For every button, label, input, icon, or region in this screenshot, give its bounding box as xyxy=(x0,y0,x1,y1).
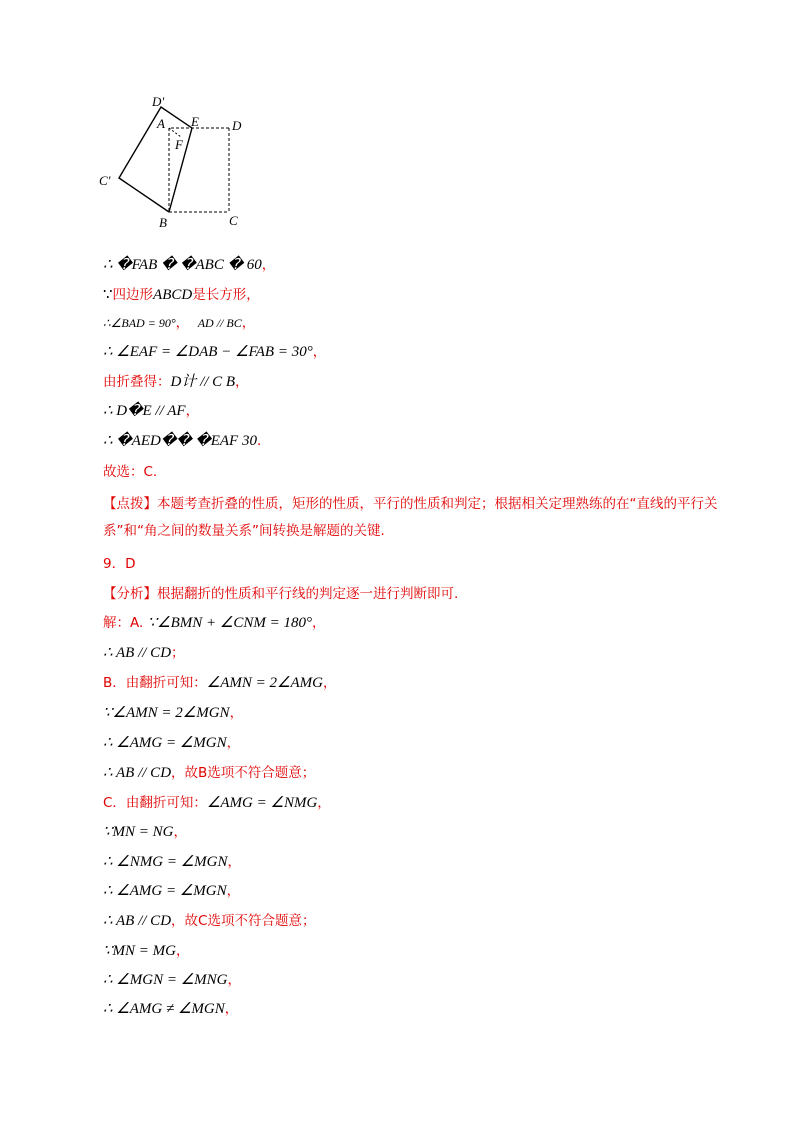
label-a: A xyxy=(157,116,165,131)
step-line-5 xyxy=(103,372,249,392)
step-line-18 xyxy=(103,793,331,813)
text: 解：A. xyxy=(103,615,144,631)
folding-diagram xyxy=(95,92,255,232)
math-expr: ∴ ∠AMG = ∠MGN xyxy=(103,735,227,751)
punct: ． xyxy=(256,433,271,449)
punct: ， xyxy=(317,795,331,811)
punct: ， xyxy=(226,883,241,899)
math-expr: ∴ D�E // AF xyxy=(103,403,186,419)
punct: ， xyxy=(312,344,327,360)
math-expr: ∴ AB // CD xyxy=(103,765,172,781)
math-expr: ∵∠BMN + ∠CNM = 180° xyxy=(147,615,312,631)
math-expr: D计 // C B xyxy=(170,374,236,390)
label-f: F xyxy=(175,137,183,152)
text: B．由翻折可知： xyxy=(103,675,207,691)
math-expr: ∵∠AMN = 2∠MGN xyxy=(103,705,230,721)
step-line-22 xyxy=(103,911,315,931)
punct: ； xyxy=(171,645,185,661)
punct: ， xyxy=(229,705,244,721)
punct: ， xyxy=(235,374,249,390)
step-line-7 xyxy=(103,431,270,451)
math-expr: ∠AMN = 2∠AMG xyxy=(206,675,323,691)
punct: ， xyxy=(173,824,188,840)
step-line-19 xyxy=(103,822,187,842)
step-line-20 xyxy=(103,852,241,872)
text: 由折叠得： xyxy=(103,374,171,390)
step-line-3 xyxy=(103,313,255,333)
math-expr: ∴ ∠NMG = ∠MGN xyxy=(103,854,228,870)
step-line-24 xyxy=(103,970,241,990)
math-expr: ∴ ∠AMG = ∠MGN xyxy=(103,883,227,899)
step-line-16 xyxy=(103,733,240,753)
punct: ， xyxy=(322,675,337,691)
step-line-4 xyxy=(103,342,326,362)
step-line-21 xyxy=(103,881,240,901)
math-expr: ∴ ∠MGN = ∠MNG xyxy=(103,972,228,988)
math-expr: ∠AMG = ∠NMG xyxy=(206,795,318,811)
punct: ， xyxy=(227,854,241,870)
step-line-2 xyxy=(103,285,260,305)
math-expr: ∴ AB // CD xyxy=(103,645,172,661)
math-expr: ∵MN = NG xyxy=(103,824,174,840)
punct: ， xyxy=(261,257,276,273)
punct: ， xyxy=(224,1001,239,1017)
folded-shape xyxy=(119,107,192,212)
step-line-17 xyxy=(103,763,315,783)
math-expr: ∴ ∠EAF = ∠DAB − ∠FAB = 30° xyxy=(103,344,313,360)
punct: ， xyxy=(226,735,241,751)
because-symbol: ∵ xyxy=(103,287,113,303)
geometry-figure xyxy=(95,92,255,232)
step-line-15 xyxy=(103,703,243,723)
step-line-12 xyxy=(103,613,325,633)
step-line-23 xyxy=(103,941,190,961)
label-d-prime: D' xyxy=(152,94,165,109)
label-c: C xyxy=(229,213,238,228)
punct: ， xyxy=(185,403,200,419)
answer-line: 故选：C. xyxy=(103,464,158,480)
label-d: D xyxy=(232,118,242,133)
punct: ， xyxy=(175,315,190,331)
text: ，故B选项不符合题意； xyxy=(171,765,316,781)
math-expr: ∴ ∠AMG ≠ ∠MGN xyxy=(103,1001,225,1017)
step-line-14 xyxy=(103,673,336,693)
punct: ， xyxy=(227,972,241,988)
label-b: B xyxy=(159,215,167,230)
text: 是长方形， xyxy=(192,287,260,303)
punct: ， xyxy=(311,615,326,631)
remark-paragraph: 【点拨】本题考查折叠的性质，矩形的性质，平行的性质和判定；根据相关定理熟练的在“直线的平行关系”和“角之间的数量关系”间转换是解题的关键. xyxy=(103,496,718,539)
step-line-6 xyxy=(103,401,199,421)
math-expr: ∴ �FAB � �ABC � 60 xyxy=(103,257,262,273)
math-expr: ABCD xyxy=(153,287,193,303)
math-expr: ∴ AB // CD xyxy=(103,913,172,929)
step-line-1 xyxy=(103,255,275,275)
step-line-25 xyxy=(103,999,238,1019)
edge-AF-dashed xyxy=(169,128,181,137)
text: ，故C选项不符合题意； xyxy=(171,913,316,929)
label-c-prime: C' xyxy=(99,173,111,188)
text: C．由翻折可知： xyxy=(103,795,207,811)
punct: ， xyxy=(176,943,190,959)
text: 四边形 xyxy=(112,287,154,303)
math-expr: ∵MN = MG xyxy=(103,943,176,959)
math-expr: ∴∠BAD = 90° xyxy=(103,316,176,330)
punct: ， xyxy=(241,315,256,331)
label-e: E xyxy=(191,114,199,129)
math-expr: AD // BC xyxy=(197,316,242,330)
question-number: 9．D xyxy=(103,556,136,572)
analysis-line: 【分析】根据翻折的性质和平行线的判定逐一进行判断即可. xyxy=(103,586,459,602)
step-line-13 xyxy=(103,643,185,663)
math-expr: ∴ �AED�� �EAF 30 xyxy=(103,433,257,449)
